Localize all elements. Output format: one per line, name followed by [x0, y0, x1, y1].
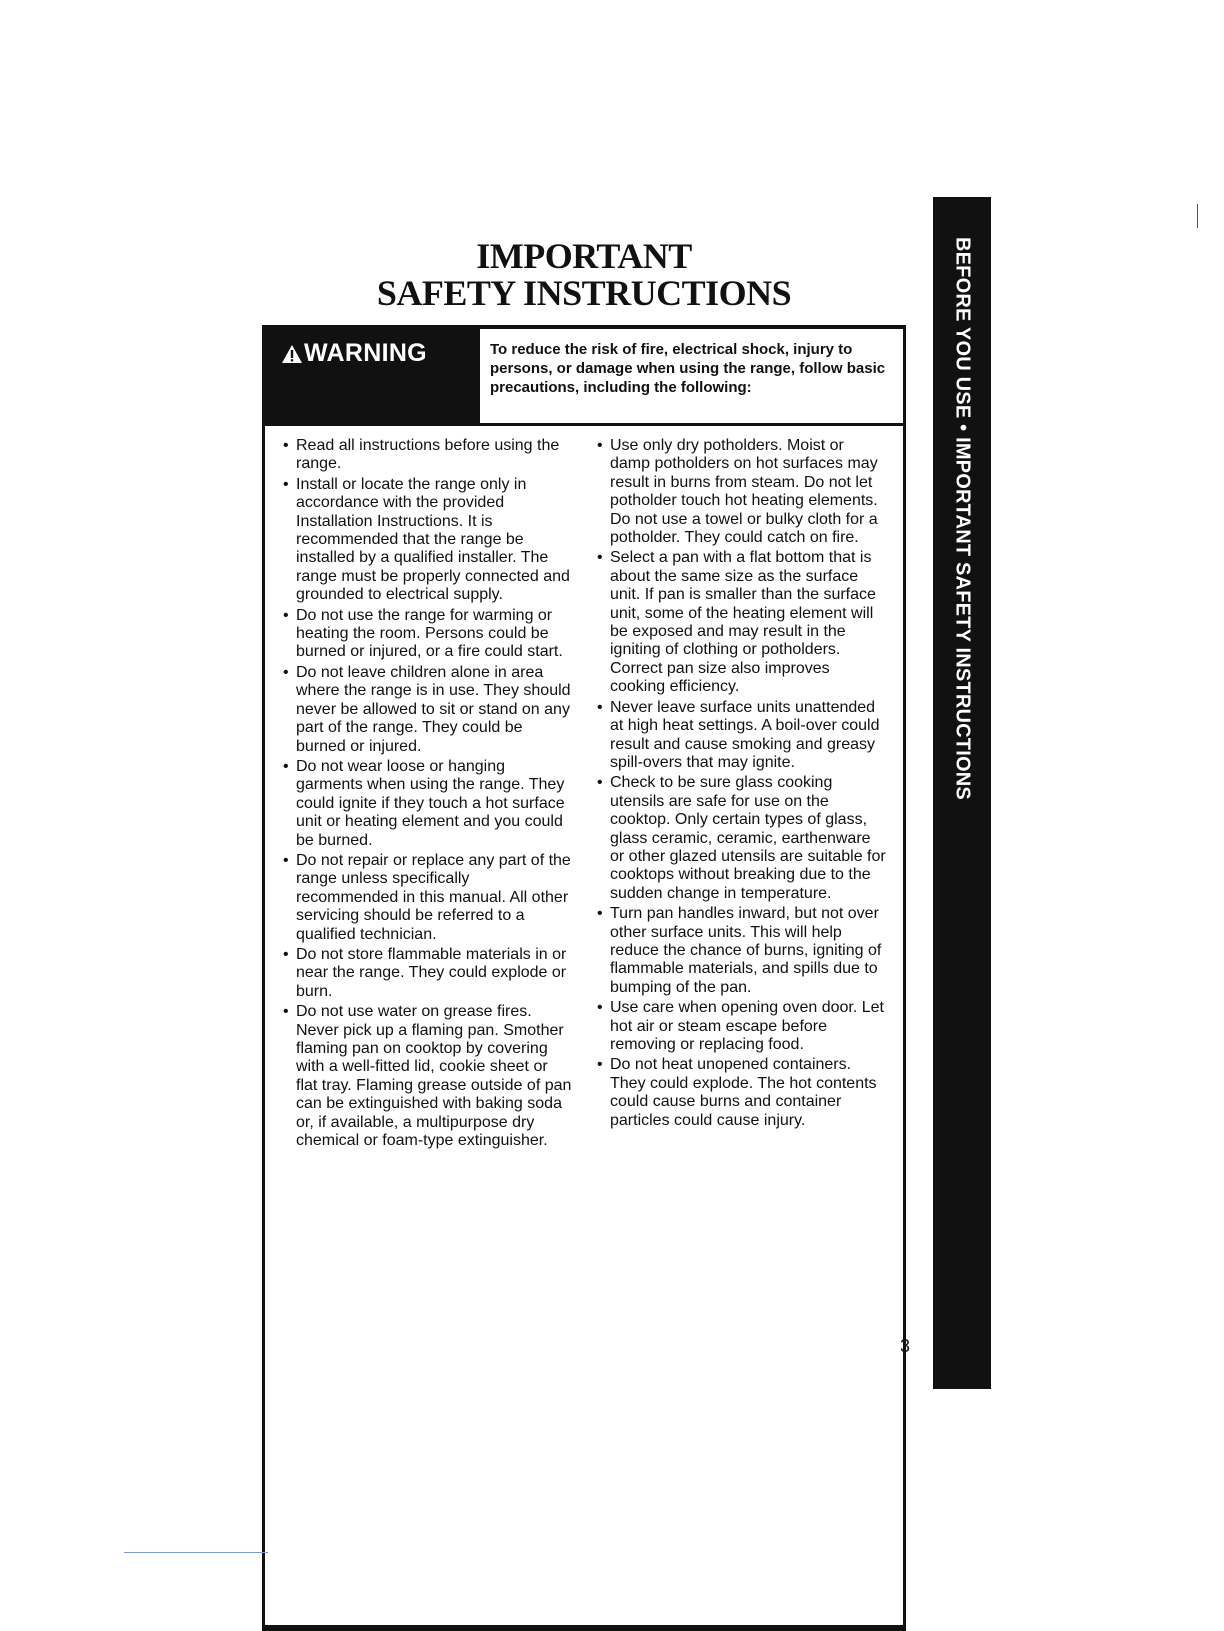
title-line-2: SAFETY INSTRUCTIONS: [376, 273, 792, 313]
left-column-list: [281, 437, 573, 1152]
list-item: • Do not store flammable materials in or near the range. They could explode or burn.: [281, 946, 573, 1001]
footer-rule: [124, 1552, 268, 1553]
list-item: • Do not heat unopened containers. They could explode. The hot contents could cause burns and container particles could cause injury.: [595, 1056, 887, 1130]
list-item: • Turn pan handles inward, but not over other surface units. This will help reduce the chance of burns, igniting of flammable materials, and spills due to bumping of the pan.: [595, 905, 887, 997]
side-tab-label: BEFORE YOU USE • IMPORTANT SAFETY INSTRUCTIONS: [951, 237, 974, 800]
list-item: • Never leave surface units unattended at high heat settings. A boil-over could result and cause smoking and greasy spill-overs that may ignite.: [595, 699, 887, 773]
list-item: • Do not use the range for warming or heating the room. Persons could be burned or injured, or a fire could start.: [281, 607, 573, 662]
list-item: • Do not wear loose or hanging garments when using the range. They could ignite if they touch a hot surface unit or heating element and you could be burned.: [281, 758, 573, 850]
title-line-1: IMPORTANT: [476, 236, 692, 276]
list-item: • Install or locate the range only in accordance with the provided Installation Instructions. It is recommended that the range be installed by a qualified installer. The range must be properly connected and grounded to electrical supply.: [281, 476, 573, 605]
warning-triangle-icon: [281, 344, 303, 364]
list-item: • Check to be sure glass cooking utensils are safe for use on the cooktop. Only certain types of glass, glass ceramic, ceramic, earthenware or other glazed utensils are suitable for cooktops without breaking due to the sudden change in temperature.: [595, 774, 887, 903]
warning-label-block: [265, 329, 479, 426]
list-item: • Read all instructions before using the range.: [281, 437, 573, 474]
margin-mark: [1197, 204, 1198, 228]
page-number: 3: [900, 1336, 911, 1356]
list-item: • Do not repair or replace any part of the range unless specifically recommended in this manual. All other servicing should be referred to a qualified technician.: [281, 852, 573, 944]
warning-text-cell: [477, 329, 906, 426]
page-title: [262, 238, 906, 312]
list-item: • Do not use water on grease fires. Never pick up a flaming pan. Smother flaming pan on cooktop by covering with a well-fitted lid, cookie sheet or flat tray. Flaming grease outside of pan can be extinguished with baking soda or, if available, a multipurpose dry chemical or foam-type extinguisher.: [281, 1003, 573, 1150]
right-column-list: [595, 437, 887, 1132]
list-item: • Use care when opening oven door. Let hot air or steam escape before removing or replacing food.: [595, 999, 887, 1054]
warning-label: [281, 339, 427, 368]
list-item: • Select a pan with a flat bottom that is about the same size as the surface unit. If pan is smaller than the surface unit, some of the heating element will be exposed and may result in the igniting of clothing or potholders. Correct pan size also improves cooking efficiency.: [595, 549, 887, 696]
list-item: • Use only dry potholders. Moist or damp potholders on hot surfaces may result in burns from steam. Do not let potholder touch hot heating elements. Do not use a towel or bulky cloth for a potholder. They could catch on fire.: [595, 437, 887, 547]
safety-instructions-box: [262, 325, 906, 1631]
list-item: • Do not leave children alone in area where the range is in use. They should never be allowed to sit or stand on any part of the range. They could be burned or injured.: [281, 664, 573, 756]
section-side-tab: [933, 197, 991, 1389]
warning-text: To reduce the risk of fire, electrical shock, injury to persons, or damage when using the range, follow basic precautions, including the following:: [490, 341, 886, 396]
warning-label-text: WARNING: [304, 339, 427, 367]
